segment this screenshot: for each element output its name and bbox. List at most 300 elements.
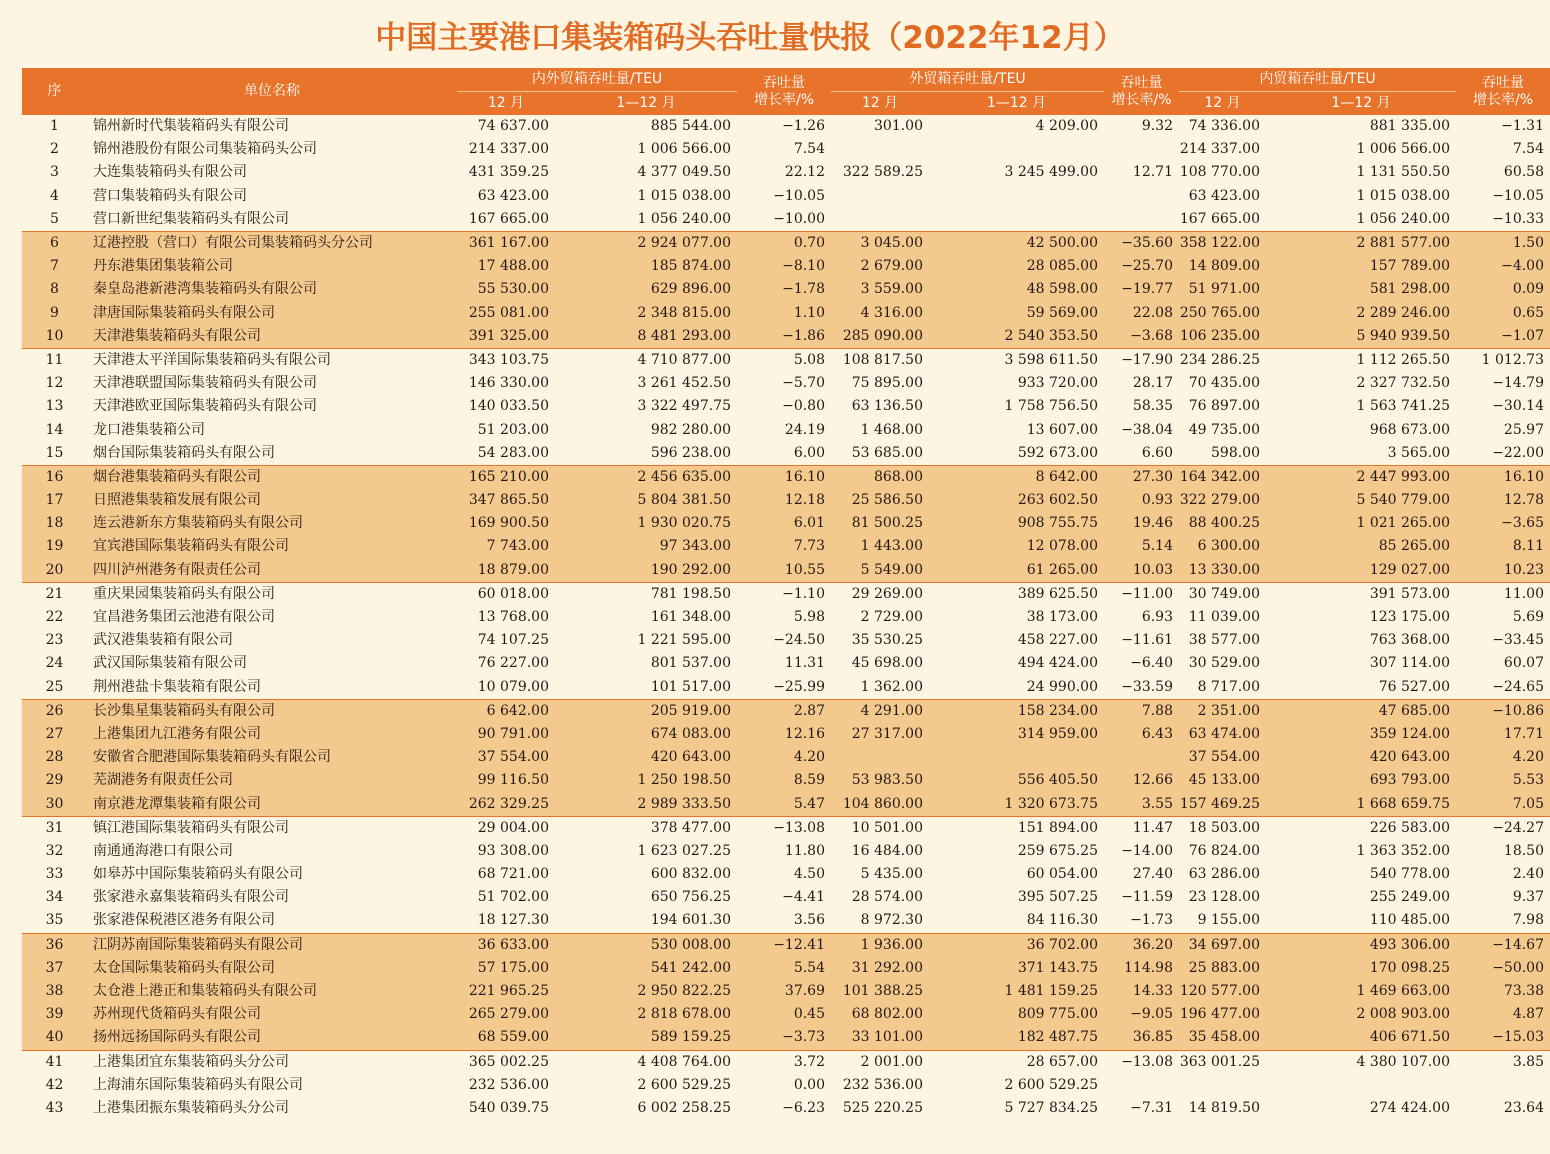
cell-seq: 42 — [22, 1074, 87, 1097]
cell-total-ytd: 541 242.00 — [555, 957, 737, 980]
cell-domestic-rate: −14.79 — [1456, 372, 1550, 395]
cell-seq: 24 — [22, 652, 87, 675]
cell-total-rate: 5.98 — [737, 606, 831, 629]
cell-total-rate: −0.80 — [737, 395, 831, 418]
cell-foreign-dec: 8 972.30 — [831, 909, 929, 933]
cell-domestic-dec: 51 971.00 — [1179, 278, 1266, 301]
cell-domestic-dec: 63 423.00 — [1179, 185, 1266, 208]
header-domestic-dec: 12 月 — [1179, 92, 1266, 116]
cell-unit-name: 日照港集装箱发展有限公司 — [87, 489, 457, 512]
cell-unit-name: 龙口港集装箱公司 — [87, 418, 457, 441]
cell-total-rate: 16.10 — [737, 465, 831, 489]
cell-total-ytd: 194 601.30 — [555, 909, 737, 933]
cell-total-ytd: 2 924 077.00 — [555, 231, 737, 255]
cell-domestic-rate: −3.65 — [1456, 512, 1550, 535]
cell-foreign-rate: −13.08 — [1104, 1050, 1179, 1074]
cell-foreign-ytd — [929, 185, 1104, 208]
header-group-total: 内外贸箱吞吐量/TEU — [457, 68, 737, 92]
cell-foreign-dec: 4 291.00 — [831, 699, 929, 723]
table-row — [22, 886, 1550, 909]
cell-foreign-dec: 16 484.00 — [831, 840, 929, 863]
cell-domestic-ytd: 110 485.00 — [1266, 909, 1456, 933]
cell-domestic-rate: 23.64 — [1456, 1097, 1550, 1120]
header-domestic-ytd: 1—12 月 — [1266, 92, 1456, 116]
cell-foreign-ytd: 908 755.75 — [929, 512, 1104, 535]
cell-foreign-dec: 31 292.00 — [831, 957, 929, 980]
cell-foreign-dec: 301.00 — [831, 115, 929, 138]
cell-foreign-ytd: 48 598.00 — [929, 278, 1104, 301]
cell-foreign-dec: 101 388.25 — [831, 980, 929, 1003]
cell-total-ytd: 4 408 764.00 — [555, 1050, 737, 1074]
header-group-foreign: 外贸箱吞吐量/TEU — [831, 68, 1104, 92]
cell-domestic-dec: 37 554.00 — [1179, 746, 1266, 769]
cell-total-rate: 1.10 — [737, 302, 831, 325]
cell-foreign-dec: 33 101.00 — [831, 1026, 929, 1050]
cell-total-dec: 63 423.00 — [457, 185, 555, 208]
cell-total-rate: −5.70 — [737, 372, 831, 395]
cell-unit-name: 津唐国际集装箱码头有限公司 — [87, 302, 457, 325]
table-row — [22, 185, 1550, 208]
cell-domestic-dec: 363 001.25 — [1179, 1050, 1266, 1074]
cell-foreign-ytd: 1 320 673.75 — [929, 792, 1104, 816]
cell-unit-name: 锦州新时代集装箱码头有限公司 — [87, 115, 457, 138]
header-unit-name: 单位名称 — [87, 68, 457, 115]
cell-foreign-dec: 2 679.00 — [831, 255, 929, 278]
cell-total-ytd: 1 250 198.50 — [555, 769, 737, 792]
cell-seq: 33 — [22, 863, 87, 886]
cell-foreign-ytd: 38 173.00 — [929, 606, 1104, 629]
cell-total-rate: 2.87 — [737, 699, 831, 723]
cell-domestic-dec: 358 122.00 — [1179, 231, 1266, 255]
cell-foreign-dec: 322 589.25 — [831, 161, 929, 184]
cell-foreign-dec — [831, 208, 929, 232]
cell-foreign-rate: −38.04 — [1104, 418, 1179, 441]
cell-unit-name: 太仓国际集装箱码头有限公司 — [87, 957, 457, 980]
cell-total-dec: 99 116.50 — [457, 769, 555, 792]
cell-seq: 21 — [22, 582, 87, 606]
cell-foreign-ytd: 151 894.00 — [929, 816, 1104, 840]
cell-seq: 11 — [22, 348, 87, 372]
cell-total-rate: 0.70 — [737, 231, 831, 255]
table-row — [22, 863, 1550, 886]
cell-foreign-dec: 28 574.00 — [831, 886, 929, 909]
cell-total-dec: 540 039.75 — [457, 1097, 555, 1120]
cell-domestic-dec: 34 697.00 — [1179, 933, 1266, 957]
cell-total-rate: 0.00 — [737, 1074, 831, 1097]
cell-total-rate: −4.41 — [737, 886, 831, 909]
cell-seq: 37 — [22, 957, 87, 980]
cell-foreign-ytd: 84 116.30 — [929, 909, 1104, 933]
cell-foreign-rate: 5.14 — [1104, 535, 1179, 558]
cell-seq: 15 — [22, 442, 87, 466]
cell-domestic-ytd: 5 540 779.00 — [1266, 489, 1456, 512]
table-row — [22, 1026, 1550, 1050]
cell-domestic-rate: 2.40 — [1456, 863, 1550, 886]
cell-foreign-rate: −19.77 — [1104, 278, 1179, 301]
cell-foreign-rate: −33.59 — [1104, 676, 1179, 700]
cell-total-rate: −12.41 — [737, 933, 831, 957]
cell-foreign-dec: 868.00 — [831, 465, 929, 489]
cell-domestic-rate: −15.03 — [1456, 1026, 1550, 1050]
cell-domestic-rate: 5.53 — [1456, 769, 1550, 792]
cell-total-ytd: 589 159.25 — [555, 1026, 737, 1050]
cell-total-dec: 68 721.00 — [457, 863, 555, 886]
table-row — [22, 372, 1550, 395]
cell-total-dec: 13 768.00 — [457, 606, 555, 629]
cell-domestic-ytd: 2 327 732.50 — [1266, 372, 1456, 395]
cell-foreign-rate: 6.93 — [1104, 606, 1179, 629]
cell-domestic-ytd: 123 175.00 — [1266, 606, 1456, 629]
cell-total-dec: 51 702.00 — [457, 886, 555, 909]
cell-domestic-rate: 10.23 — [1456, 559, 1550, 583]
cell-domestic-ytd: 1 021 265.00 — [1266, 512, 1456, 535]
cell-total-rate: −3.73 — [737, 1026, 831, 1050]
cell-domestic-ytd: 391 573.00 — [1266, 582, 1456, 606]
cell-seq: 7 — [22, 255, 87, 278]
cell-foreign-ytd: 809 775.00 — [929, 1003, 1104, 1026]
cell-total-dec: 74 107.25 — [457, 629, 555, 652]
cell-domestic-rate: 25.97 — [1456, 418, 1550, 441]
cell-total-rate: 3.72 — [737, 1050, 831, 1074]
table-header — [22, 68, 1550, 115]
cell-domestic-ytd: 1 015 038.00 — [1266, 185, 1456, 208]
cell-total-rate: −1.10 — [737, 582, 831, 606]
cell-total-rate: 5.54 — [737, 957, 831, 980]
cell-foreign-rate: −14.00 — [1104, 840, 1179, 863]
cell-total-ytd: 885 544.00 — [555, 115, 737, 138]
cell-foreign-ytd: 494 424.00 — [929, 652, 1104, 675]
cell-domestic-ytd: 255 249.00 — [1266, 886, 1456, 909]
cell-domestic-rate: 73.38 — [1456, 980, 1550, 1003]
cell-seq: 3 — [22, 161, 87, 184]
cell-domestic-dec: 196 477.00 — [1179, 1003, 1266, 1026]
cell-domestic-dec: 70 435.00 — [1179, 372, 1266, 395]
cell-foreign-dec: 525 220.25 — [831, 1097, 929, 1120]
cell-foreign-ytd: 395 507.25 — [929, 886, 1104, 909]
cell-seq: 1 — [22, 115, 87, 138]
cell-foreign-rate — [1104, 138, 1179, 161]
cell-total-rate: 24.19 — [737, 418, 831, 441]
cell-total-dec: 232 536.00 — [457, 1074, 555, 1097]
cell-seq: 19 — [22, 535, 87, 558]
cell-total-dec: 6 642.00 — [457, 699, 555, 723]
cell-domestic-ytd: 1 668 659.75 — [1266, 792, 1456, 816]
table-row — [22, 582, 1550, 606]
cell-total-ytd: 2 818 678.00 — [555, 1003, 737, 1026]
cell-domestic-ytd: 2 008 903.00 — [1266, 1003, 1456, 1026]
cell-unit-name: 荆州港盐卡集装箱有限公司 — [87, 676, 457, 700]
cell-seq: 30 — [22, 792, 87, 816]
header-foreign-dec: 12 月 — [831, 92, 929, 116]
cell-domestic-dec: 2 351.00 — [1179, 699, 1266, 723]
table-row — [22, 138, 1550, 161]
cell-domestic-rate: 9.37 — [1456, 886, 1550, 909]
cell-unit-name: 上港集团振东集装箱码头分公司 — [87, 1097, 457, 1120]
cell-total-dec: 221 965.25 — [457, 980, 555, 1003]
cell-total-dec: 51 203.00 — [457, 418, 555, 441]
cell-total-dec: 18 879.00 — [457, 559, 555, 583]
cell-unit-name: 营口集装箱码头有限公司 — [87, 185, 457, 208]
cell-total-dec: 29 004.00 — [457, 816, 555, 840]
cell-total-rate: 6.00 — [737, 442, 831, 466]
cell-unit-name: 长沙集星集装箱码头有限公司 — [87, 699, 457, 723]
cell-domestic-dec: 14 809.00 — [1179, 255, 1266, 278]
cell-unit-name: 如皋苏中国际集装箱码头有限公司 — [87, 863, 457, 886]
cell-foreign-rate: −9.05 — [1104, 1003, 1179, 1026]
cell-unit-name: 宜昌港务集团云池港有限公司 — [87, 606, 457, 629]
cell-total-rate: 11.80 — [737, 840, 831, 863]
cell-total-rate: −6.23 — [737, 1097, 831, 1120]
cell-foreign-dec: 29 269.00 — [831, 582, 929, 606]
cell-total-ytd: 781 198.50 — [555, 582, 737, 606]
cell-total-rate: 5.47 — [737, 792, 831, 816]
cell-total-ytd: 530 008.00 — [555, 933, 737, 957]
cell-seq: 36 — [22, 933, 87, 957]
cell-domestic-dec: 11 039.00 — [1179, 606, 1266, 629]
cell-domestic-dec: 164 342.00 — [1179, 465, 1266, 489]
cell-total-rate: −1.86 — [737, 325, 831, 349]
cell-total-ytd: 801 537.00 — [555, 652, 737, 675]
cell-total-rate: 11.31 — [737, 652, 831, 675]
cell-domestic-rate: −30.14 — [1456, 395, 1550, 418]
cell-total-rate: 8.59 — [737, 769, 831, 792]
cell-domestic-ytd: 226 583.00 — [1266, 816, 1456, 840]
cell-domestic-ytd: 1 006 566.00 — [1266, 138, 1456, 161]
cell-unit-name: 丹东港集团集装箱公司 — [87, 255, 457, 278]
table-row — [22, 723, 1550, 746]
cell-domestic-ytd: 693 793.00 — [1266, 769, 1456, 792]
cell-domestic-rate: −10.05 — [1456, 185, 1550, 208]
cell-unit-name: 重庆果园集装箱码头有限公司 — [87, 582, 457, 606]
table-row — [22, 348, 1550, 372]
cell-total-ytd: 161 348.00 — [555, 606, 737, 629]
cell-seq: 20 — [22, 559, 87, 583]
cell-domestic-rate: 7.05 — [1456, 792, 1550, 816]
cell-total-rate: 12.18 — [737, 489, 831, 512]
cell-total-dec: 431 359.25 — [457, 161, 555, 184]
cell-foreign-dec: 2 729.00 — [831, 606, 929, 629]
cell-seq: 31 — [22, 816, 87, 840]
table-row — [22, 699, 1550, 723]
cell-total-rate: 4.20 — [737, 746, 831, 769]
table-body — [22, 115, 1550, 1120]
cell-domestic-ytd: 307 114.00 — [1266, 652, 1456, 675]
cell-foreign-ytd — [929, 746, 1104, 769]
cell-foreign-rate: 10.03 — [1104, 559, 1179, 583]
header-seq: 序 — [22, 68, 87, 115]
cell-foreign-ytd: 36 702.00 — [929, 933, 1104, 957]
cell-foreign-rate — [1104, 185, 1179, 208]
table-row — [22, 418, 1550, 441]
cell-foreign-rate: 11.47 — [1104, 816, 1179, 840]
header-rate-line2: 增长率/% — [1472, 91, 1534, 108]
table-row — [22, 465, 1550, 489]
cell-foreign-rate: 28.17 — [1104, 372, 1179, 395]
cell-total-dec: 18 127.30 — [457, 909, 555, 933]
table-row — [22, 769, 1550, 792]
cell-domestic-ytd: 129 027.00 — [1266, 559, 1456, 583]
cell-foreign-rate: −25.70 — [1104, 255, 1179, 278]
cell-seq: 23 — [22, 629, 87, 652]
cell-domestic-rate: 3.85 — [1456, 1050, 1550, 1074]
cell-seq: 10 — [22, 325, 87, 349]
cell-domestic-dec: 23 128.00 — [1179, 886, 1266, 909]
cell-total-ytd: 1 056 240.00 — [555, 208, 737, 232]
cell-total-dec: 165 210.00 — [457, 465, 555, 489]
cell-total-dec: 36 633.00 — [457, 933, 555, 957]
cell-total-ytd: 378 477.00 — [555, 816, 737, 840]
cell-domestic-ytd: 1 363 352.00 — [1266, 840, 1456, 863]
cell-foreign-dec — [831, 185, 929, 208]
cell-foreign-rate — [1104, 1074, 1179, 1097]
cell-unit-name: 镇江港国际集装箱码头有限公司 — [87, 816, 457, 840]
cell-domestic-dec: 108 770.00 — [1179, 161, 1266, 184]
table-row — [22, 629, 1550, 652]
cell-total-rate: 3.56 — [737, 909, 831, 933]
cell-foreign-dec: 232 536.00 — [831, 1074, 929, 1097]
cell-foreign-dec: 3 045.00 — [831, 231, 929, 255]
table-row — [22, 325, 1550, 349]
cell-total-ytd: 1 623 027.25 — [555, 840, 737, 863]
cell-unit-name: 锦州港股份有限公司集装箱码头公司 — [87, 138, 457, 161]
cell-unit-name: 烟台国际集装箱码头有限公司 — [87, 442, 457, 466]
table-row — [22, 980, 1550, 1003]
cell-unit-name: 连云港新东方集装箱码头有限公司 — [87, 512, 457, 535]
cell-seq: 34 — [22, 886, 87, 909]
cell-domestic-dec: 234 286.25 — [1179, 348, 1266, 372]
cell-total-dec: 17 488.00 — [457, 255, 555, 278]
cell-total-rate: −24.50 — [737, 629, 831, 652]
cell-total-rate: 4.50 — [737, 863, 831, 886]
cell-foreign-ytd: 371 143.75 — [929, 957, 1104, 980]
header-group-domestic: 内贸箱吞吐量/TEU — [1179, 68, 1456, 92]
cell-foreign-dec: 3 559.00 — [831, 278, 929, 301]
cell-seq: 41 — [22, 1050, 87, 1074]
cell-foreign-dec: 5 549.00 — [831, 559, 929, 583]
cell-domestic-ytd: 2 881 577.00 — [1266, 231, 1456, 255]
table-row — [22, 489, 1550, 512]
cell-total-ytd: 1 006 566.00 — [555, 138, 737, 161]
cell-foreign-ytd: 8 642.00 — [929, 465, 1104, 489]
cell-total-dec: 146 330.00 — [457, 372, 555, 395]
cell-foreign-dec: 53 685.00 — [831, 442, 929, 466]
cell-unit-name: 南京港龙潭集装箱有限公司 — [87, 792, 457, 816]
cell-domestic-ytd: 157 789.00 — [1266, 255, 1456, 278]
cell-total-rate: −1.78 — [737, 278, 831, 301]
cell-domestic-rate: 1 012.73 — [1456, 348, 1550, 372]
cell-total-dec: 10 079.00 — [457, 676, 555, 700]
cell-seq: 9 — [22, 302, 87, 325]
cell-domestic-rate: −10.86 — [1456, 699, 1550, 723]
cell-total-dec: 74 637.00 — [457, 115, 555, 138]
cell-total-rate: 22.12 — [737, 161, 831, 184]
cell-domestic-ytd: 420 643.00 — [1266, 746, 1456, 769]
table-row — [22, 1003, 1550, 1026]
cell-total-ytd: 1 015 038.00 — [555, 185, 737, 208]
cell-total-dec: 37 554.00 — [457, 746, 555, 769]
cell-foreign-ytd: 1 481 159.25 — [929, 980, 1104, 1003]
cell-seq: 18 — [22, 512, 87, 535]
cell-domestic-dec: 76 824.00 — [1179, 840, 1266, 863]
table-row — [22, 933, 1550, 957]
cell-total-ytd: 1 221 595.00 — [555, 629, 737, 652]
cell-foreign-dec: 1 443.00 — [831, 535, 929, 558]
cell-unit-name: 上海浦东国际集装箱码头有限公司 — [87, 1074, 457, 1097]
table-row — [22, 442, 1550, 466]
cell-domestic-rate: −14.67 — [1456, 933, 1550, 957]
cell-foreign-rate: 14.33 — [1104, 980, 1179, 1003]
cell-domestic-dec: 6 300.00 — [1179, 535, 1266, 558]
cell-foreign-dec: 68 802.00 — [831, 1003, 929, 1026]
cell-foreign-dec: 285 090.00 — [831, 325, 929, 349]
cell-total-dec: 55 530.00 — [457, 278, 555, 301]
table-row — [22, 231, 1550, 255]
cell-unit-name: 天津港欧亚国际集装箱码头有限公司 — [87, 395, 457, 418]
cell-domestic-dec: 49 735.00 — [1179, 418, 1266, 441]
cell-foreign-rate: 22.08 — [1104, 302, 1179, 325]
cell-total-dec: 214 337.00 — [457, 138, 555, 161]
cell-domestic-ytd: 581 298.00 — [1266, 278, 1456, 301]
cell-foreign-ytd: 3 598 611.50 — [929, 348, 1104, 372]
cell-domestic-dec: 74 336.00 — [1179, 115, 1266, 138]
throughput-table — [22, 68, 1550, 1120]
table-row — [22, 512, 1550, 535]
cell-domestic-ytd: 170 098.25 — [1266, 957, 1456, 980]
cell-total-rate: 7.54 — [737, 138, 831, 161]
table-row — [22, 676, 1550, 700]
cell-foreign-ytd — [929, 138, 1104, 161]
cell-domestic-rate: 7.98 — [1456, 909, 1550, 933]
cell-domestic-ytd: 2 289 246.00 — [1266, 302, 1456, 325]
cell-domestic-rate: 5.69 — [1456, 606, 1550, 629]
cell-seq: 26 — [22, 699, 87, 723]
cell-foreign-dec: 4 316.00 — [831, 302, 929, 325]
cell-unit-name: 上港集团九江港务有限公司 — [87, 723, 457, 746]
header-rate-line1: 吞吐量 — [1120, 74, 1163, 91]
throughput-table-container — [22, 68, 1544, 1120]
cell-domestic-ytd: 274 424.00 — [1266, 1097, 1456, 1120]
cell-foreign-rate: 12.71 — [1104, 161, 1179, 184]
cell-foreign-rate: 3.55 — [1104, 792, 1179, 816]
cell-foreign-ytd: 60 054.00 — [929, 863, 1104, 886]
cell-total-ytd: 2 600 529.25 — [555, 1074, 737, 1097]
cell-domestic-rate: 18.50 — [1456, 840, 1550, 863]
cell-total-dec: 90 791.00 — [457, 723, 555, 746]
cell-total-dec: 265 279.00 — [457, 1003, 555, 1026]
cell-unit-name: 大连集装箱码头有限公司 — [87, 161, 457, 184]
cell-total-ytd: 185 874.00 — [555, 255, 737, 278]
cell-foreign-dec: 104 860.00 — [831, 792, 929, 816]
cell-unit-name: 秦皇岛港新港湾集装箱码头有限公司 — [87, 278, 457, 301]
cell-foreign-rate: −3.68 — [1104, 325, 1179, 349]
table-row — [22, 208, 1550, 232]
cell-total-ytd: 3 261 452.50 — [555, 372, 737, 395]
cell-unit-name: 烟台港集装箱码头有限公司 — [87, 465, 457, 489]
cell-domestic-rate: 0.65 — [1456, 302, 1550, 325]
cell-total-rate: 7.73 — [737, 535, 831, 558]
cell-domestic-rate: 16.10 — [1456, 465, 1550, 489]
cell-unit-name: 张家港永嘉集装箱码头有限公司 — [87, 886, 457, 909]
cell-seq: 35 — [22, 909, 87, 933]
cell-foreign-dec: 45 698.00 — [831, 652, 929, 675]
cell-foreign-dec: 75 895.00 — [831, 372, 929, 395]
cell-total-ytd: 2 456 635.00 — [555, 465, 737, 489]
cell-total-dec: 361 167.00 — [457, 231, 555, 255]
cell-total-dec: 93 308.00 — [457, 840, 555, 863]
table-row — [22, 957, 1550, 980]
cell-foreign-dec: 1 468.00 — [831, 418, 929, 441]
cell-domestic-rate: −1.31 — [1456, 115, 1550, 138]
